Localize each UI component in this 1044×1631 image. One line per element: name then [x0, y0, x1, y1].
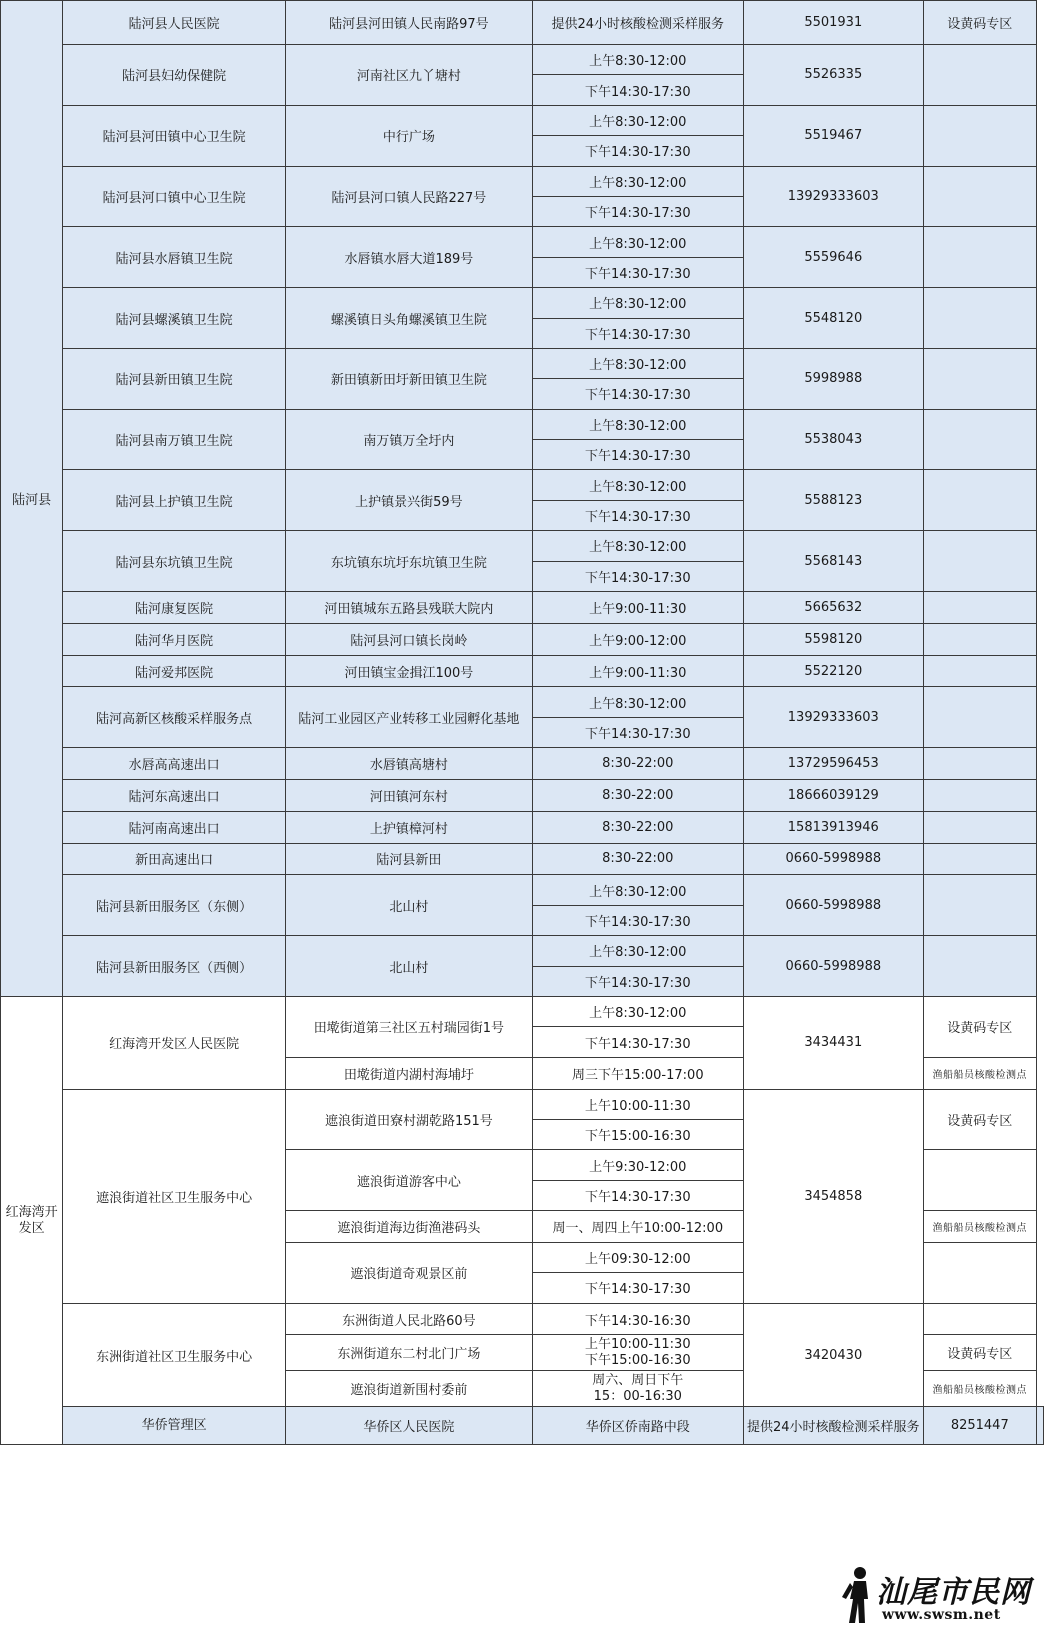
phone-cell: 3454858	[744, 1089, 924, 1303]
site-name-cell: 红海湾开发区人民医院	[63, 996, 286, 1089]
address-cell: 陆河县河田镇人民南路97号	[286, 1, 532, 45]
address-cell: 东坑镇东坑圩东坑镇卫生院	[286, 531, 532, 592]
hours-cell: 8:30-22:00	[532, 843, 743, 875]
hours-cell: 上午8:30-12:00	[532, 687, 743, 717]
site-name-cell: 陆河华月医院	[63, 623, 286, 655]
phone-cell: 18666039129	[744, 780, 924, 812]
table-row	[1, 1303, 1044, 1335]
site-name-cell: 陆河县新田服务区（东侧）	[63, 875, 286, 936]
phone-cell: 5522120	[744, 655, 924, 687]
table-row	[1, 227, 1044, 257]
note-cell	[923, 1242, 1036, 1303]
site-name-cell: 遮浪街道社区卫生服务中心	[63, 1089, 286, 1303]
note-cell: 设黄码专区	[923, 1335, 1036, 1371]
site-name-cell: 陆河县人民医院	[63, 1, 286, 45]
phone-cell: 15813913946	[744, 811, 924, 843]
note-cell	[923, 166, 1036, 227]
table-row	[1, 288, 1044, 318]
address-cell: 陆河县新田	[286, 843, 532, 875]
address-cell: 遮浪街道奇观景区前	[286, 1242, 532, 1303]
phone-cell: 13929333603	[744, 166, 924, 227]
site-name-cell: 陆河县水唇镇卫生院	[63, 227, 286, 288]
walking-man-logo-icon	[838, 1565, 878, 1625]
hours-cell: 上午10:00-11:30	[532, 1089, 743, 1119]
site-name-cell: 华侨区人民医院	[286, 1407, 532, 1445]
address-cell: 田墘街道第三社区五村瑞园街1号	[286, 996, 532, 1057]
site-name-cell: 陆河县妇幼保健院	[63, 45, 286, 106]
phone-cell: 3434431	[744, 996, 924, 1089]
hours-cell: 下午14:30-17:30	[532, 966, 743, 996]
hours-cell: 上午8:30-12:00	[532, 936, 743, 966]
hours-cell: 提供24小时核酸检测采样服务	[532, 1, 743, 45]
hours-cell: 下午14:30-17:30	[532, 1273, 743, 1303]
hours-cell: 下午14:30-16:30	[532, 1303, 743, 1335]
note-cell	[923, 105, 1036, 166]
hours-cell: 上午9:00-12:00	[532, 623, 743, 655]
note-cell	[923, 1150, 1036, 1211]
hours-cell: 8:30-22:00	[532, 780, 743, 812]
table-row	[1, 780, 1044, 812]
site-name-cell: 东洲街道社区卫生服务中心	[63, 1303, 286, 1407]
phone-cell: 5568143	[744, 531, 924, 592]
phone-cell: 5548120	[744, 288, 924, 349]
note-cell: 渔船船员核酸检测点	[923, 1211, 1036, 1243]
site-name-cell: 新田高速出口	[63, 843, 286, 875]
hours-cell: 下午14:30-17:30	[532, 717, 743, 747]
address-cell: 遮浪街道海边街渔港码头	[286, 1211, 532, 1243]
hours-cell	[532, 1371, 743, 1407]
phone-cell: 0660-5998988	[744, 875, 924, 936]
hours-cell: 上午8:30-12:00	[532, 105, 743, 135]
hours-cell: 下午14:30-17:30	[532, 379, 743, 409]
address-cell: 华侨区侨南路中段	[532, 1407, 743, 1445]
phone-cell: 5526335	[744, 45, 924, 106]
hours-cell: 8:30-22:00	[532, 748, 743, 780]
address-cell: 东洲街道人民北路60号	[286, 1303, 532, 1335]
site-name-cell: 陆河县上护镇卫生院	[63, 470, 286, 531]
site-name-cell: 陆河东高速出口	[63, 780, 286, 812]
address-cell: 北山村	[286, 936, 532, 997]
hours-cell: 下午14:30-17:30	[532, 318, 743, 348]
hours-cell	[532, 1335, 743, 1371]
table-row	[1, 623, 1044, 655]
table-row	[1, 531, 1044, 561]
table-row	[1, 348, 1044, 378]
note-cell	[923, 780, 1036, 812]
hours-cell: 上午8:30-12:00	[532, 45, 743, 75]
address-cell: 河田镇河东村	[286, 780, 532, 812]
site-name-cell: 陆河县东坑镇卫生院	[63, 531, 286, 592]
address-cell: 螺溪镇日头角螺溪镇卫生院	[286, 288, 532, 349]
note-cell: 渔船船员核酸检测点	[923, 1057, 1036, 1089]
hours-cell: 上午09:30-12:00	[532, 1242, 743, 1272]
address-cell: 遮浪街道田寮村湖乾路151号	[286, 1089, 532, 1150]
hours-cell: 上午9:30-12:00	[532, 1150, 743, 1180]
note-cell	[923, 470, 1036, 531]
address-cell: 水唇镇高塘村	[286, 748, 532, 780]
note-cell	[923, 623, 1036, 655]
site-name-cell: 陆河康复医院	[63, 592, 286, 624]
hours-cell: 周三下午15:00-17:00	[532, 1057, 743, 1089]
watermark-url: www.swsm.net	[882, 1607, 1001, 1623]
site-name-cell: 陆河县河口镇中心卫生院	[63, 166, 286, 227]
watermark-title: 汕尾市民网	[876, 1575, 1031, 1610]
address-cell: 上护镇景兴街59号	[286, 470, 532, 531]
hours-cell: 下午14:30-17:30	[532, 1027, 743, 1057]
hours-cell: 上午8:30-12:00	[532, 531, 743, 561]
hours-cell: 上午9:00-11:30	[532, 592, 743, 624]
table-row	[1, 409, 1044, 439]
hours-cell: 周一、周四上午10:00-12:00	[532, 1211, 743, 1243]
site-name-cell: 陆河县螺溪镇卫生院	[63, 288, 286, 349]
note-cell	[923, 811, 1036, 843]
hours-cell: 下午15:00-16:30	[532, 1119, 743, 1149]
hours-cell: 上午8:30-12:00	[532, 227, 743, 257]
hours-cell: 上午8:30-12:00	[532, 348, 743, 378]
note-cell	[923, 748, 1036, 780]
table-row	[1, 592, 1044, 624]
phone-cell: 5519467	[744, 105, 924, 166]
hours-line: 15：00-16:30	[593, 1388, 682, 1404]
note-cell	[923, 227, 1036, 288]
phone-cell: 5588123	[744, 470, 924, 531]
table-row	[1, 996, 1044, 1026]
table-row	[1, 875, 1044, 905]
hours-cell: 提供24小时核酸检测采样服务	[744, 1407, 924, 1445]
note-cell: 设黄码专区	[923, 1, 1036, 45]
address-cell: 河田镇城东五路县残联大院内	[286, 592, 532, 624]
site-name-cell: 陆河南高速出口	[63, 811, 286, 843]
note-cell: 设黄码专区	[923, 1089, 1036, 1150]
note-cell	[923, 531, 1036, 592]
district-cell: 陆河县	[1, 1, 63, 997]
phone-cell: 5538043	[744, 409, 924, 470]
table-row	[1, 936, 1044, 966]
address-cell: 中行广场	[286, 105, 532, 166]
phone-cell: 5998988	[744, 348, 924, 409]
phone-cell: 3420430	[744, 1303, 924, 1407]
phone-cell: 0660-5998988	[744, 936, 924, 997]
hours-cell: 上午8:30-12:00	[532, 996, 743, 1026]
address-cell: 新田镇新田圩新田镇卫生院	[286, 348, 532, 409]
table-row	[1, 1, 1044, 45]
hours-cell: 下午14:30-17:30	[532, 136, 743, 166]
site-name-cell: 水唇高高速出口	[63, 748, 286, 780]
table-row	[1, 166, 1044, 196]
phone-cell: 5559646	[744, 227, 924, 288]
table-row	[1, 655, 1044, 687]
hours-cell: 下午14:30-17:30	[532, 905, 743, 935]
address-cell: 水唇镇水唇大道189号	[286, 227, 532, 288]
hours-cell: 下午14:30-17:30	[532, 257, 743, 287]
table-row	[1, 843, 1044, 875]
hours-line: 周六、周日下午	[592, 1372, 684, 1388]
hours-cell: 上午9:00-11:30	[532, 655, 743, 687]
note-cell	[923, 843, 1036, 875]
hours-cell: 上午8:30-12:00	[532, 409, 743, 439]
hours-cell: 下午14:30-17:30	[532, 561, 743, 591]
table-row	[1, 105, 1044, 135]
hours-cell: 上午8:30-12:00	[532, 470, 743, 500]
table-row	[1, 1407, 1044, 1445]
site-name-cell: 陆河爱邦医院	[63, 655, 286, 687]
hours-cell: 下午14:30-17:30	[532, 1180, 743, 1210]
note-cell	[923, 592, 1036, 624]
hours-line: 上午10:00-11:30	[584, 1336, 691, 1352]
site-name-cell: 陆河高新区核酸采样服务点	[63, 687, 286, 748]
hours-cell: 下午14:30-17:30	[532, 440, 743, 470]
note-cell	[923, 288, 1036, 349]
hours-cell: 上午8:30-12:00	[532, 288, 743, 318]
phone-cell: 5501931	[744, 1, 924, 45]
site-name-cell: 陆河县新田服务区（西侧）	[63, 936, 286, 997]
address-cell: 田墘街道内湖村海埔圩	[286, 1057, 532, 1089]
site-name-cell: 陆河县新田镇卫生院	[63, 348, 286, 409]
district-cell: 红海湾开发区	[1, 996, 63, 1445]
note-cell	[923, 936, 1036, 997]
phone-cell: 8251447	[923, 1407, 1036, 1445]
address-cell: 遮浪街道新围村委前	[286, 1371, 532, 1407]
hours-cell: 8:30-22:00	[532, 811, 743, 843]
site-name-cell: 陆河县南万镇卫生院	[63, 409, 286, 470]
note-cell	[923, 45, 1036, 106]
phone-cell: 13729596453	[744, 748, 924, 780]
note-cell	[923, 348, 1036, 409]
site-name-cell: 陆河县河田镇中心卫生院	[63, 105, 286, 166]
hours-cell: 上午8:30-12:00	[532, 875, 743, 905]
note-cell	[1037, 1407, 1044, 1445]
table-row	[1, 811, 1044, 843]
address-cell: 东洲街道东二村北门广场	[286, 1335, 532, 1371]
address-cell: 河南社区九丫塘村	[286, 45, 532, 106]
table-row	[1, 45, 1044, 75]
table-row	[1, 748, 1044, 780]
phone-cell: 5665632	[744, 592, 924, 624]
district-cell: 华侨管理区	[63, 1407, 286, 1445]
site-watermark	[838, 1563, 1038, 1629]
phone-cell: 0660-5998988	[744, 843, 924, 875]
hours-cell: 下午14:30-17:30	[532, 196, 743, 226]
address-cell: 河田镇宝金揖江100号	[286, 655, 532, 687]
address-cell: 上护镇樟河村	[286, 811, 532, 843]
address-cell: 陆河县河口镇人民路227号	[286, 166, 532, 227]
address-cell: 陆河工业园区产业转移工业园孵化基地	[286, 687, 532, 748]
address-cell: 北山村	[286, 875, 532, 936]
note-cell: 设黄码专区	[923, 996, 1036, 1057]
phone-cell: 13929333603	[744, 687, 924, 748]
note-cell	[923, 875, 1036, 936]
address-cell: 南万镇万全圩内	[286, 409, 532, 470]
hours-cell: 上午8:30-12:00	[532, 166, 743, 196]
address-cell: 遮浪街道游客中心	[286, 1150, 532, 1211]
note-cell	[923, 655, 1036, 687]
note-cell	[923, 409, 1036, 470]
phone-cell: 5598120	[744, 623, 924, 655]
hours-cell: 下午14:30-17:30	[532, 500, 743, 530]
hours-line: 下午15:00-16:30	[584, 1352, 691, 1368]
address-cell: 陆河县河口镇长岗岭	[286, 623, 532, 655]
note-cell	[923, 687, 1036, 748]
note-cell	[923, 1303, 1036, 1335]
hours-cell: 下午14:30-17:30	[532, 75, 743, 105]
note-cell: 渔船船员核酸检测点	[923, 1371, 1036, 1407]
table-row	[1, 470, 1044, 500]
table-row	[1, 1089, 1044, 1119]
table-body	[1, 1, 1044, 1445]
table-row	[1, 687, 1044, 717]
